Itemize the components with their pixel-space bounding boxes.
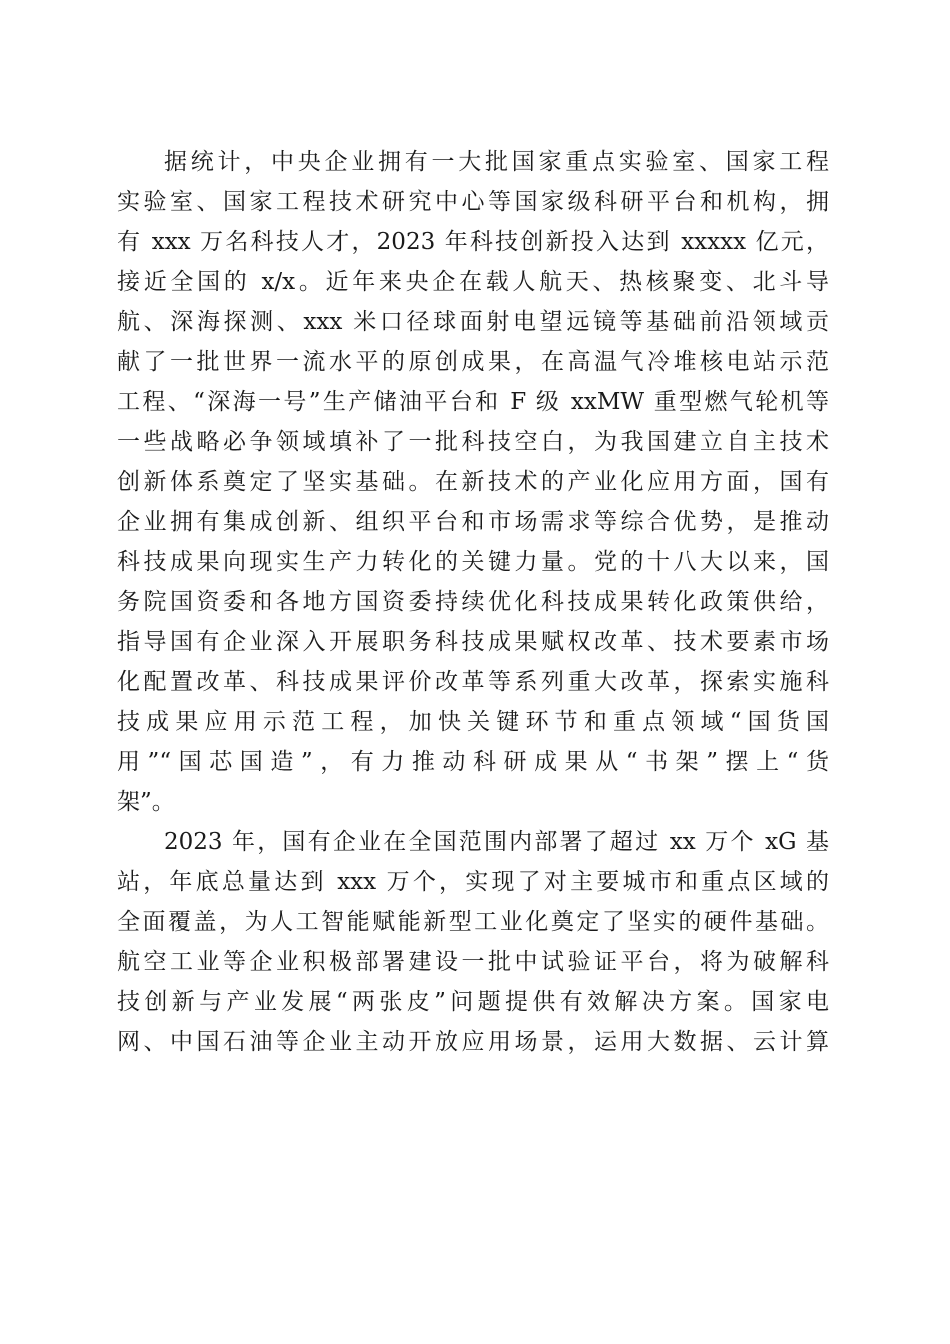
- paragraph-2-line-2: 站，年底总量达到 xxx 万个，实现了对主要城市和重点区域的: [117, 869, 829, 895]
- paragraph-1-line-14: 化配置改革、科技成果评价改革等系列重大改革，探索实施科: [117, 669, 829, 695]
- paragraph-1-line-3: 有 xxx 万名科技人才，2023 年科技创新投入达到 xxxxx 亿元，: [117, 229, 829, 255]
- paragraph-2-line-3: 全面覆盖，为人工智能赋能新型工业化奠定了坚实的硬件基础。: [117, 909, 829, 935]
- paragraph-1-line-5: 航、深海探测、xxx 米口径球面射电望远镜等基础前沿领域贡: [117, 309, 829, 335]
- paragraph-1-line-13: 指导国有企业深入开展职务科技成果赋权改革、技术要素市场: [117, 629, 829, 655]
- paragraph-1-line-2: 实验室、国家工程技术研究中心等国家级科研平台和机构，拥: [117, 189, 829, 215]
- paragraph-1-line-16: 用”“国芯国造”，有力推动科研成果从“书架”摆上“货: [117, 749, 829, 775]
- paragraph-1-line-17: 架”。: [117, 789, 175, 815]
- paragraph-1-line-6: 献了一批世界一流水平的原创成果，在高温气冷堆核电站示范: [117, 349, 829, 375]
- paragraph-2-line-6: 网、中国石油等企业主动开放应用场景，运用大数据、云计算: [117, 1029, 829, 1055]
- paragraph-1-line-1: 据统计，中央企业拥有一大批国家重点实验室、国家工程: [164, 149, 829, 175]
- paragraph-1-line-7: 工程、“深海一号”生产储油平台和 F 级 xxMW 重型燃气轮机等: [117, 389, 829, 415]
- paragraph-1-line-10: 企业拥有集成创新、组织平台和市场需求等综合优势，是推动: [117, 509, 829, 535]
- paragraph-1-line-12: 务院国资委和各地方国资委持续优化科技成果转化政策供给，: [117, 589, 829, 615]
- paragraph-2-line-1: 2023 年，国有企业在全国范围内部署了超过 xx 万个 xG 基: [164, 829, 829, 855]
- paragraph-1-line-11: 科技成果向现实生产力转化的关键力量。党的十八大以来，国: [117, 549, 829, 575]
- paragraph-1-line-15: 技成果应用示范工程，加快关键环节和重点领域“国货国: [117, 709, 829, 735]
- paragraph-1-line-4: 接近全国的 x/x。近年来央企在载人航天、热核聚变、北斗导: [117, 269, 829, 295]
- paragraph-1-line-9: 创新体系奠定了坚实基础。在新技术的产业化应用方面，国有: [117, 469, 829, 495]
- paragraph-2-line-5: 技创新与产业发展“两张皮”问题提供有效解决方案。国家电: [117, 989, 829, 1015]
- paragraph-2-line-4: 航空工业等企业积极部署建设一批中试验证平台，将为破解科: [117, 949, 829, 975]
- paragraph-1-line-8: 一些战略必争领域填补了一批科技空白，为我国建立自主技术: [117, 429, 829, 455]
